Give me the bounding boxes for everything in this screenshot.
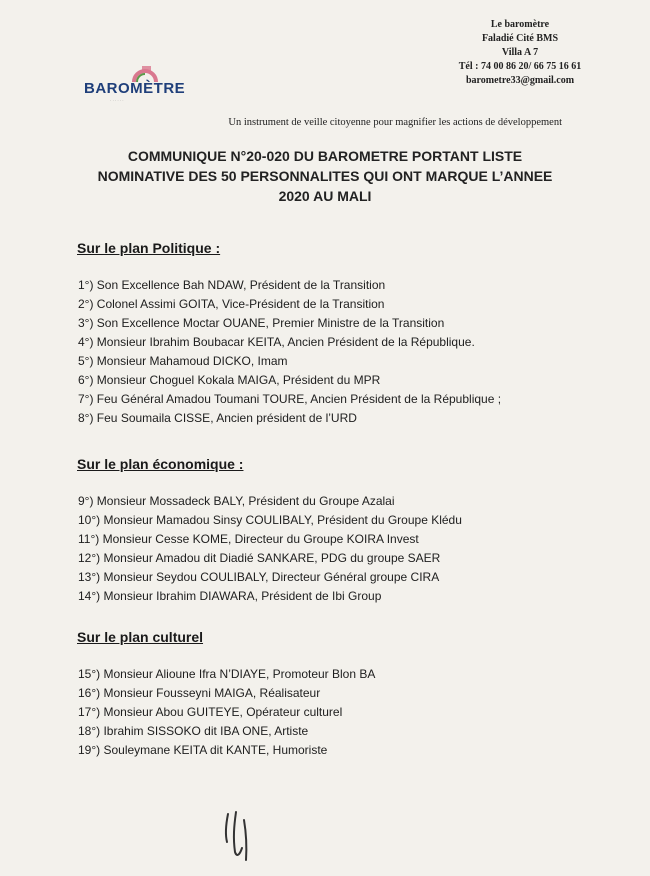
sender-address-block xyxy=(420,18,620,88)
address-line: Tél : 74 00 86 20/ 66 75 16 61 xyxy=(458,61,582,72)
address-line: Le baromètre xyxy=(490,19,550,30)
list-economique xyxy=(78,492,462,606)
title-line: 2020 AU MALI xyxy=(278,188,372,204)
list-item: 6°) Monsieur Choguel Kokala MAIGA, Président du MPR xyxy=(78,373,381,387)
logo-subtext: · · · · · · xyxy=(110,98,124,103)
tagline: Un instrument de veille citoyenne pour magnifier les actions de développement xyxy=(228,117,562,128)
section-heading-politique: Sur le plan Politique : xyxy=(77,240,221,256)
list-item: 3°) Son Excellence Moctar OUANE, Premier Ministre de la Transition xyxy=(78,316,445,330)
handwritten-signature-icon xyxy=(220,808,260,864)
list-item: 10°) Monsieur Mamadou Sinsy COULIBALY, Président du Groupe Klédu xyxy=(78,513,462,527)
list-item: 9°) Monsieur Mossadeck BALY, Président du Groupe Azalai xyxy=(78,494,395,508)
barometer-logo-icon xyxy=(84,62,204,110)
title-line: COMMUNIQUE N°20-020 DU BAROMETRE PORTANT LISTE xyxy=(127,148,523,164)
list-item: 18°) Ibrahim SISSOKO dit IBA ONE, Artiste xyxy=(78,724,309,738)
list-item: 15°) Monsieur Alioune Ifra N’DIAYE, Promoteur Blon BA xyxy=(78,667,376,681)
address-line: barometre33@gmail.com xyxy=(465,75,575,86)
list-item: 13°) Monsieur Seydou COULIBALY, Directeur Général groupe CIRA xyxy=(78,570,440,584)
section-heading-culturel: Sur le plan culturel xyxy=(77,629,204,645)
list-item: 2°) Colonel Assimi GOITA, Vice-Président de la Transition xyxy=(78,297,385,311)
section-heading-economique: Sur le plan économique : xyxy=(77,456,244,472)
title-line: NOMINATIVE DES 50 PERSONNALITES QUI ONT MARQUE L’ANNEE xyxy=(97,168,553,184)
list-item: 8°) Feu Soumaila CISSE, Ancien président de l’URD xyxy=(78,411,357,425)
list-item: 11°) Monsieur Cesse KOME, Directeur du Groupe KOIRA Invest xyxy=(78,532,419,546)
logo-wordmark: BAROMÈTRE xyxy=(84,80,186,97)
list-item: 12°) Monsieur Amadou dit Diadié SANKARE, PDG du groupe SAER xyxy=(78,551,441,565)
list-culturel xyxy=(78,665,375,760)
communique-title xyxy=(60,146,590,206)
list-item: 7°) Feu Général Amadou Toumani TOURE, Ancien Président de la République ; xyxy=(78,392,502,406)
list-item: 17°) Monsieur Abou GUITEYE, Opérateur culturel xyxy=(78,705,343,719)
list-item: 19°) Souleymane KEITA dit KANTE, Humoriste xyxy=(78,743,328,757)
list-item: 1°) Son Excellence Bah NDAW, Président de la Transition xyxy=(78,278,386,292)
list-politique xyxy=(78,276,501,428)
list-item: 16°) Monsieur Fousseyni MAIGA, Réalisateur xyxy=(78,686,321,700)
list-item: 14°) Monsieur Ibrahim DIAWARA, Président de Ibi Group xyxy=(78,589,382,603)
list-item: 5°) Monsieur Mahamoud DICKO, Imam xyxy=(78,354,288,368)
address-line: Faladié Cité BMS xyxy=(481,33,559,44)
address-line: Villa A 7 xyxy=(501,47,539,58)
list-item: 4°) Monsieur Ibrahim Boubacar KEITA, Ancien Président de la République. xyxy=(78,335,475,349)
